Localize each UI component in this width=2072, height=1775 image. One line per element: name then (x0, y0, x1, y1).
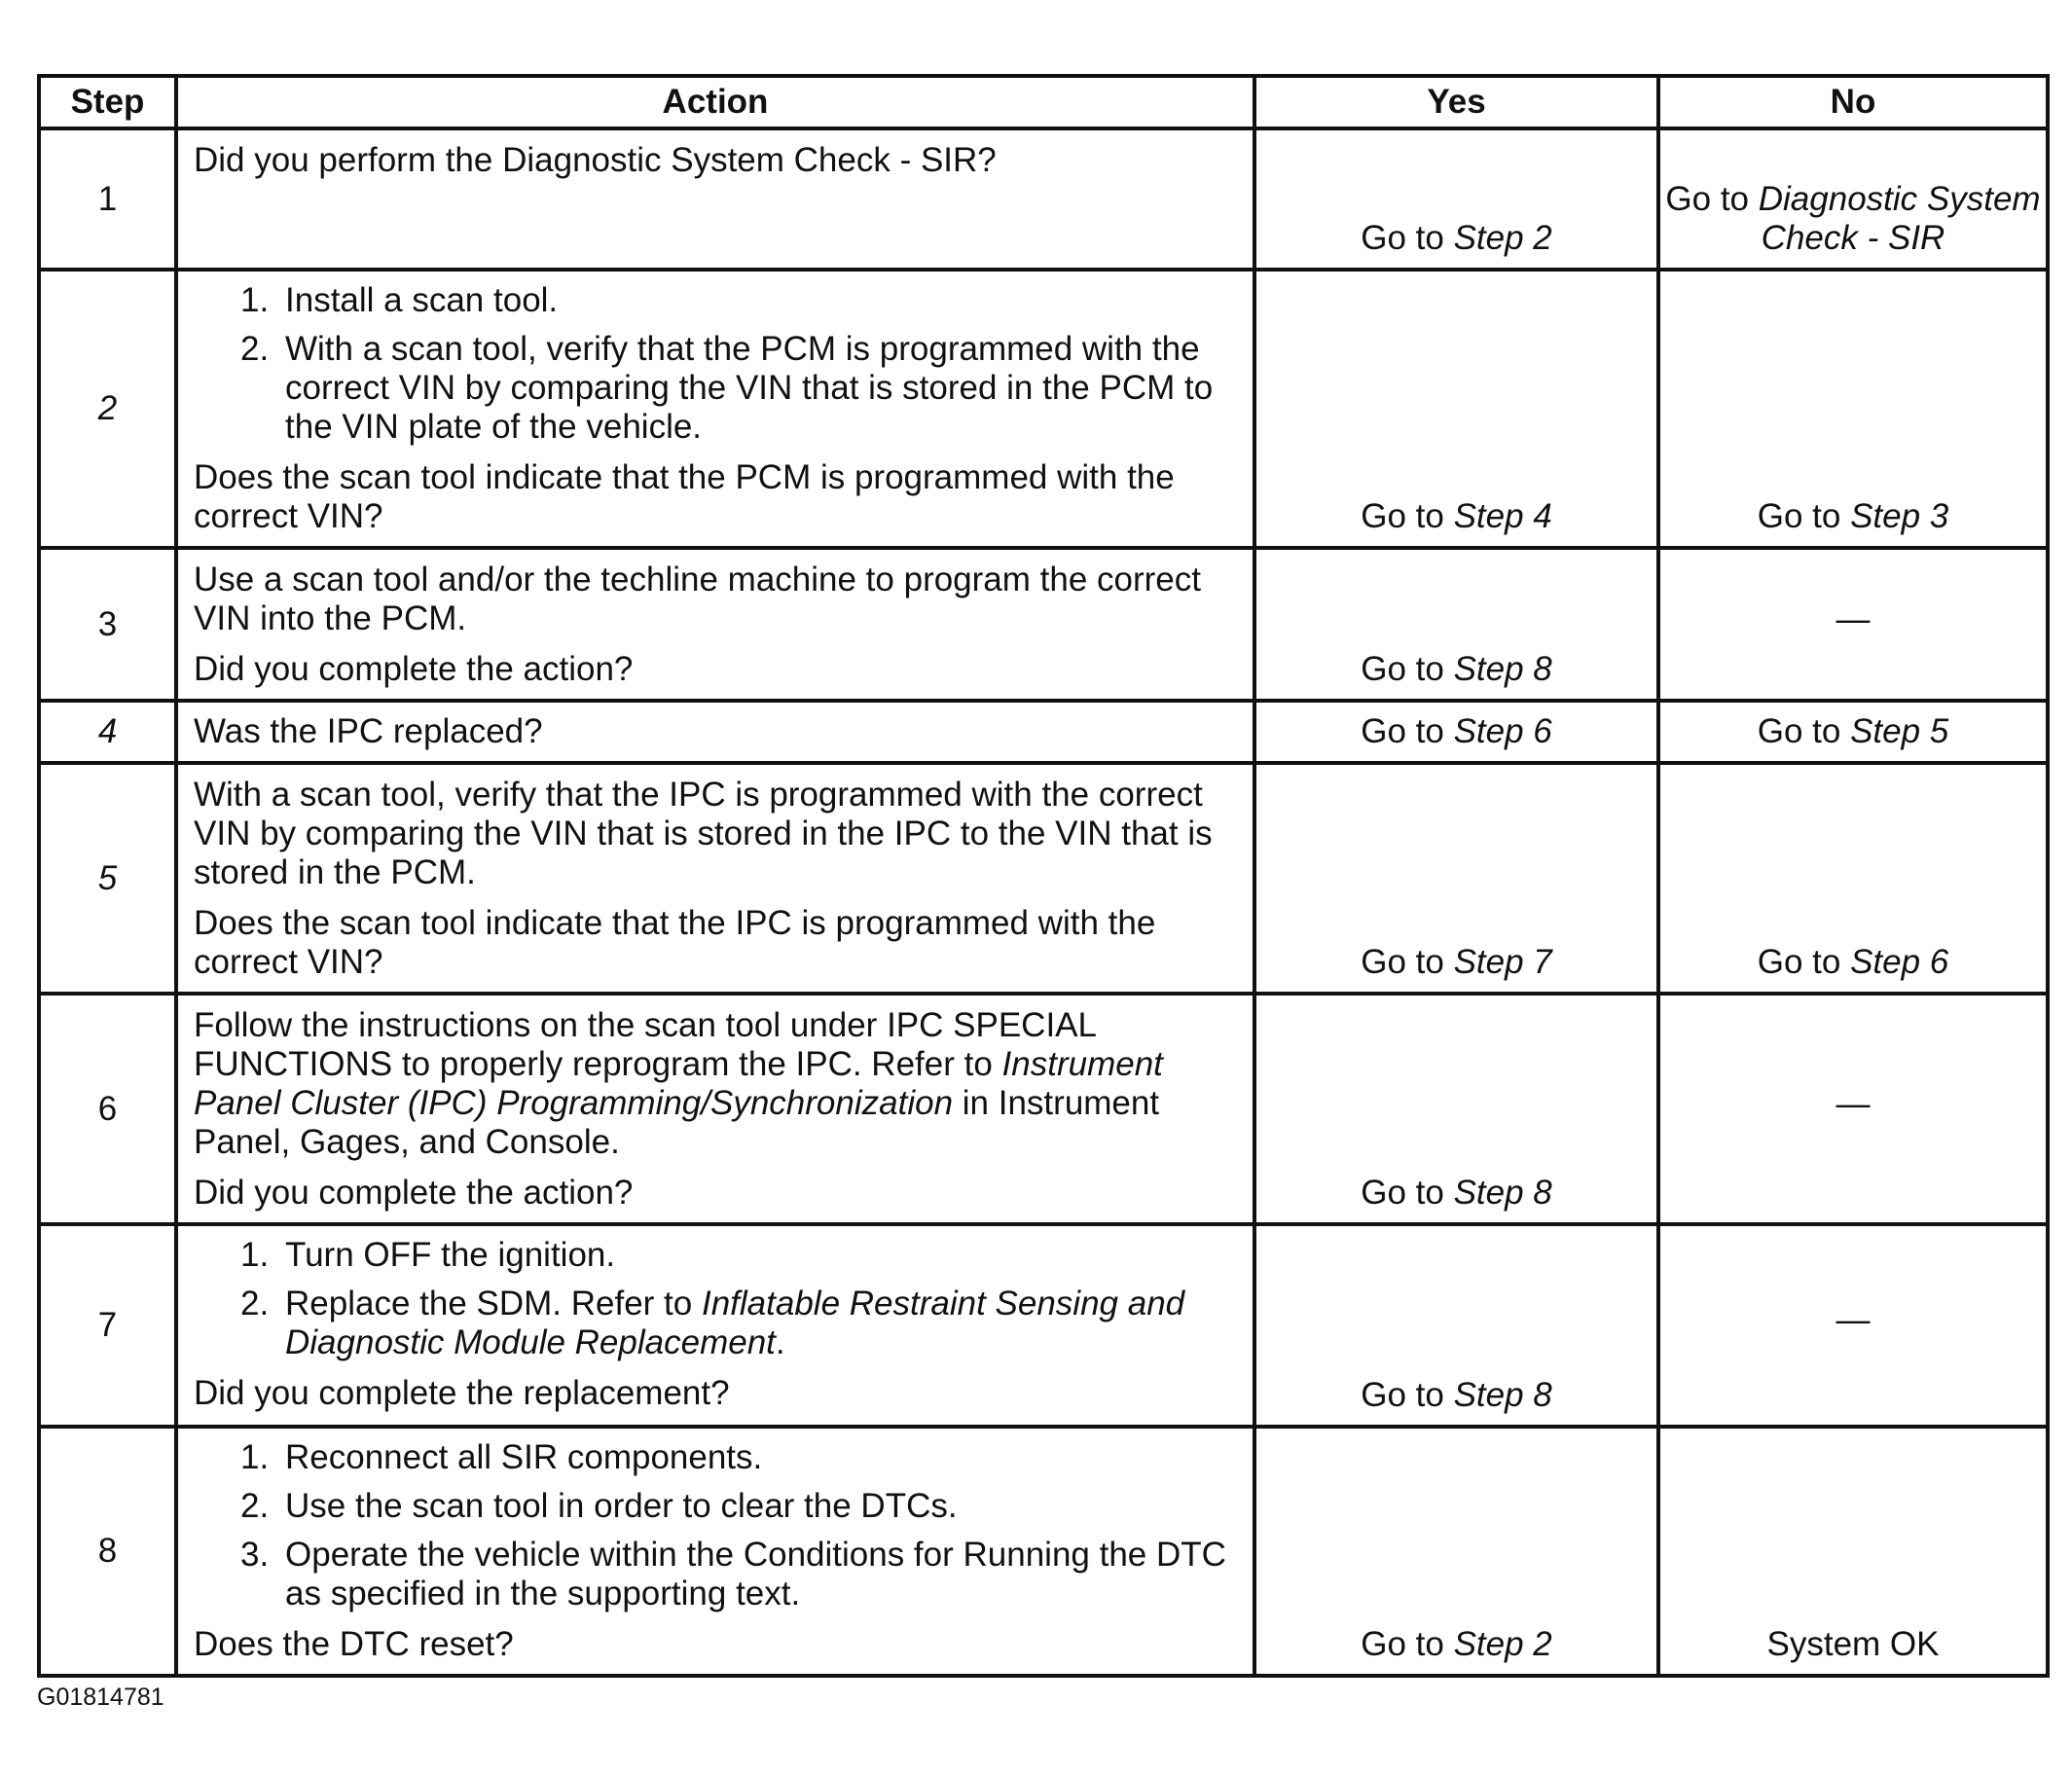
yes-cell (1254, 270, 1658, 548)
reference-link[interactable]: Inflatable Restraint Sensing and Diagnostic Module Replacement (285, 1285, 1185, 1361)
list-text: Operate the vehicle within the Conditions for Running the DTC as specified in the supporting text. (285, 1536, 1226, 1612)
list-item (194, 1236, 1241, 1275)
yes-cell (1254, 128, 1658, 270)
list-number: 1. (240, 1438, 270, 1476)
goto-prefix: Go to (1757, 497, 1841, 535)
action-cell (176, 994, 1254, 1224)
goto-target-link[interactable]: Step 2 (1453, 1625, 1552, 1663)
header-row (39, 76, 2048, 128)
list-number: 1. (240, 1236, 270, 1274)
list-item (194, 1438, 1241, 1477)
header-no: No (1658, 76, 2048, 128)
header-yes: Yes (1254, 76, 1658, 128)
goto-prefix: Go to (1361, 219, 1444, 257)
action-question: Was the IPC replaced? (194, 712, 543, 750)
list-item (194, 1487, 1241, 1526)
step-label: 8 (97, 1532, 118, 1570)
action-question: Did you complete the action? (194, 1174, 634, 1212)
step-number (39, 994, 176, 1224)
step-label: 6 (97, 1089, 118, 1128)
table-row (39, 763, 2048, 994)
figure-code: G01814781 (37, 1684, 164, 1711)
no-result: System OK (1766, 1625, 1940, 1663)
goto-target-link[interactable]: Step 8 (1453, 1376, 1552, 1414)
no-cell (1658, 548, 2048, 701)
action-question: Did you complete the action? (194, 650, 634, 688)
no-cell (1658, 270, 2048, 548)
list-text: Use the scan tool in order to clear the DTCs. (285, 1487, 958, 1525)
goto-target-link[interactable]: Step 6 (1850, 943, 1949, 981)
action-question: Did you perform the Diagnostic System Check - SIR? (194, 141, 997, 179)
no-cell (1658, 701, 2048, 763)
step-number (39, 763, 176, 994)
table-row (39, 270, 2048, 548)
table-row (39, 1427, 2048, 1676)
step-label: 2 (97, 389, 118, 427)
list-item (194, 330, 1241, 447)
list-text-post: . (775, 1323, 785, 1361)
action-cell (176, 701, 1254, 763)
yes-cell (1254, 1427, 1658, 1676)
goto-prefix: Go to (1361, 712, 1444, 750)
table-row (39, 701, 2048, 763)
goto-target-link[interactable]: Step 2 (1453, 219, 1552, 257)
action-text-pre: Follow the instructions on the scan tool under IPC SPECIAL FUNCTIONS to properly reprogram the IPC. Refer to (194, 1006, 1096, 1083)
action-cell (176, 270, 1254, 548)
goto-target-link[interactable]: Step 3 (1850, 497, 1949, 535)
goto-prefix: Go to (1361, 1174, 1444, 1212)
step-number (39, 1224, 176, 1427)
goto-target-link[interactable]: Step 7 (1453, 943, 1552, 981)
step-number (39, 701, 176, 763)
action-question: Does the scan tool indicate that the IPC is programmed with the correct VIN? (194, 904, 1156, 981)
no-cell (1658, 763, 2048, 994)
action-cell (176, 1427, 1254, 1676)
list-number: 2. (240, 1285, 270, 1322)
list-text: With a scan tool, verify that the PCM is programmed with the correct VIN by comparing the VIN that is stored in the PCM to the VIN plate of the vehicle. (285, 330, 1214, 446)
no-cell (1658, 994, 2048, 1224)
yes-cell (1254, 548, 1658, 701)
header-step: Step (39, 76, 176, 128)
step-number (39, 270, 176, 548)
list-number: 2. (240, 1487, 270, 1525)
reference-link[interactable]: Instrument Panel Cluster (IPC) Programming/Synchronization (194, 1045, 1163, 1122)
action-cell (176, 763, 1254, 994)
no-action-dash: — (1836, 1084, 1871, 1123)
yes-cell (1254, 1224, 1658, 1427)
goto-prefix: Go to (1757, 712, 1841, 750)
no-action-dash: — (1836, 599, 1871, 638)
no-cell (1658, 128, 2048, 270)
step-label: 4 (97, 712, 118, 750)
diagnostic-table (37, 74, 2050, 1678)
list-text: Install a scan tool. (285, 281, 559, 319)
list-text (285, 1285, 1241, 1362)
action-cell (176, 128, 1254, 270)
action-text (194, 1006, 1241, 1162)
list-number: 2. (240, 330, 270, 368)
table-row (39, 548, 2048, 701)
table-row (39, 1224, 2048, 1427)
goto-target-link[interactable]: Step 8 (1453, 650, 1552, 688)
goto-target-link[interactable]: Step 5 (1850, 712, 1949, 750)
list-text-pre: Replace the SDM. Refer to (285, 1285, 693, 1322)
no-action-dash: — (1836, 1301, 1871, 1339)
action-cell (176, 548, 1254, 701)
goto-target-link[interactable]: Step 6 (1453, 712, 1552, 750)
table-row (39, 128, 2048, 270)
action-question: Does the scan tool indicate that the PCM is programmed with the correct VIN? (194, 458, 1175, 535)
yes-cell (1254, 701, 1658, 763)
action-text: Use a scan tool and/or the techline machine to program the correct VIN into the PCM. (194, 561, 1201, 637)
step-number (39, 128, 176, 270)
list-item (194, 1536, 1241, 1613)
goto-prefix: Go to (1757, 943, 1841, 981)
list-item (194, 281, 1241, 320)
goto-prefix: Go to (1361, 1376, 1444, 1414)
list-text: Turn OFF the ignition. (285, 1236, 616, 1274)
list-number: 1. (240, 281, 270, 319)
list-text: Reconnect all SIR components. (285, 1438, 763, 1476)
no-cell (1658, 1427, 2048, 1676)
yes-cell (1254, 994, 1658, 1224)
action-cell (176, 1224, 1254, 1427)
step-label: 7 (97, 1306, 118, 1344)
goto-prefix: Go to (1361, 650, 1444, 688)
goto-target-link[interactable]: Diagnostic System Check - SIR (1758, 180, 2041, 257)
action-text: With a scan tool, verify that the IPC is programmed with the correct VIN by comparing the VIN that is stored in the IPC to the VIN that is stored in the PCM. (194, 776, 1213, 891)
goto-target-link[interactable]: Step 8 (1453, 1174, 1552, 1212)
list-number: 3. (240, 1536, 270, 1574)
step-number (39, 1427, 176, 1676)
table-row (39, 994, 2048, 1224)
no-cell (1658, 1224, 2048, 1427)
action-question: Does the DTC reset? (194, 1625, 514, 1663)
header-action: Action (176, 76, 1254, 128)
action-text-post: in Instrument Panel, Gages, and Console. (194, 1084, 1160, 1161)
list-item (194, 1285, 1241, 1362)
goto-prefix: Go to (1361, 943, 1444, 981)
yes-cell (1254, 763, 1658, 994)
action-question: Did you complete the replacement? (194, 1374, 730, 1412)
goto-prefix: Go to (1361, 1625, 1444, 1663)
step-label: 1 (97, 179, 118, 218)
goto-target-link[interactable]: Step 4 (1453, 497, 1552, 535)
step-label: 3 (97, 604, 118, 643)
goto-prefix: Go to (1665, 180, 1750, 218)
step-label: 5 (97, 858, 118, 897)
step-number (39, 548, 176, 701)
goto-prefix: Go to (1361, 497, 1444, 535)
